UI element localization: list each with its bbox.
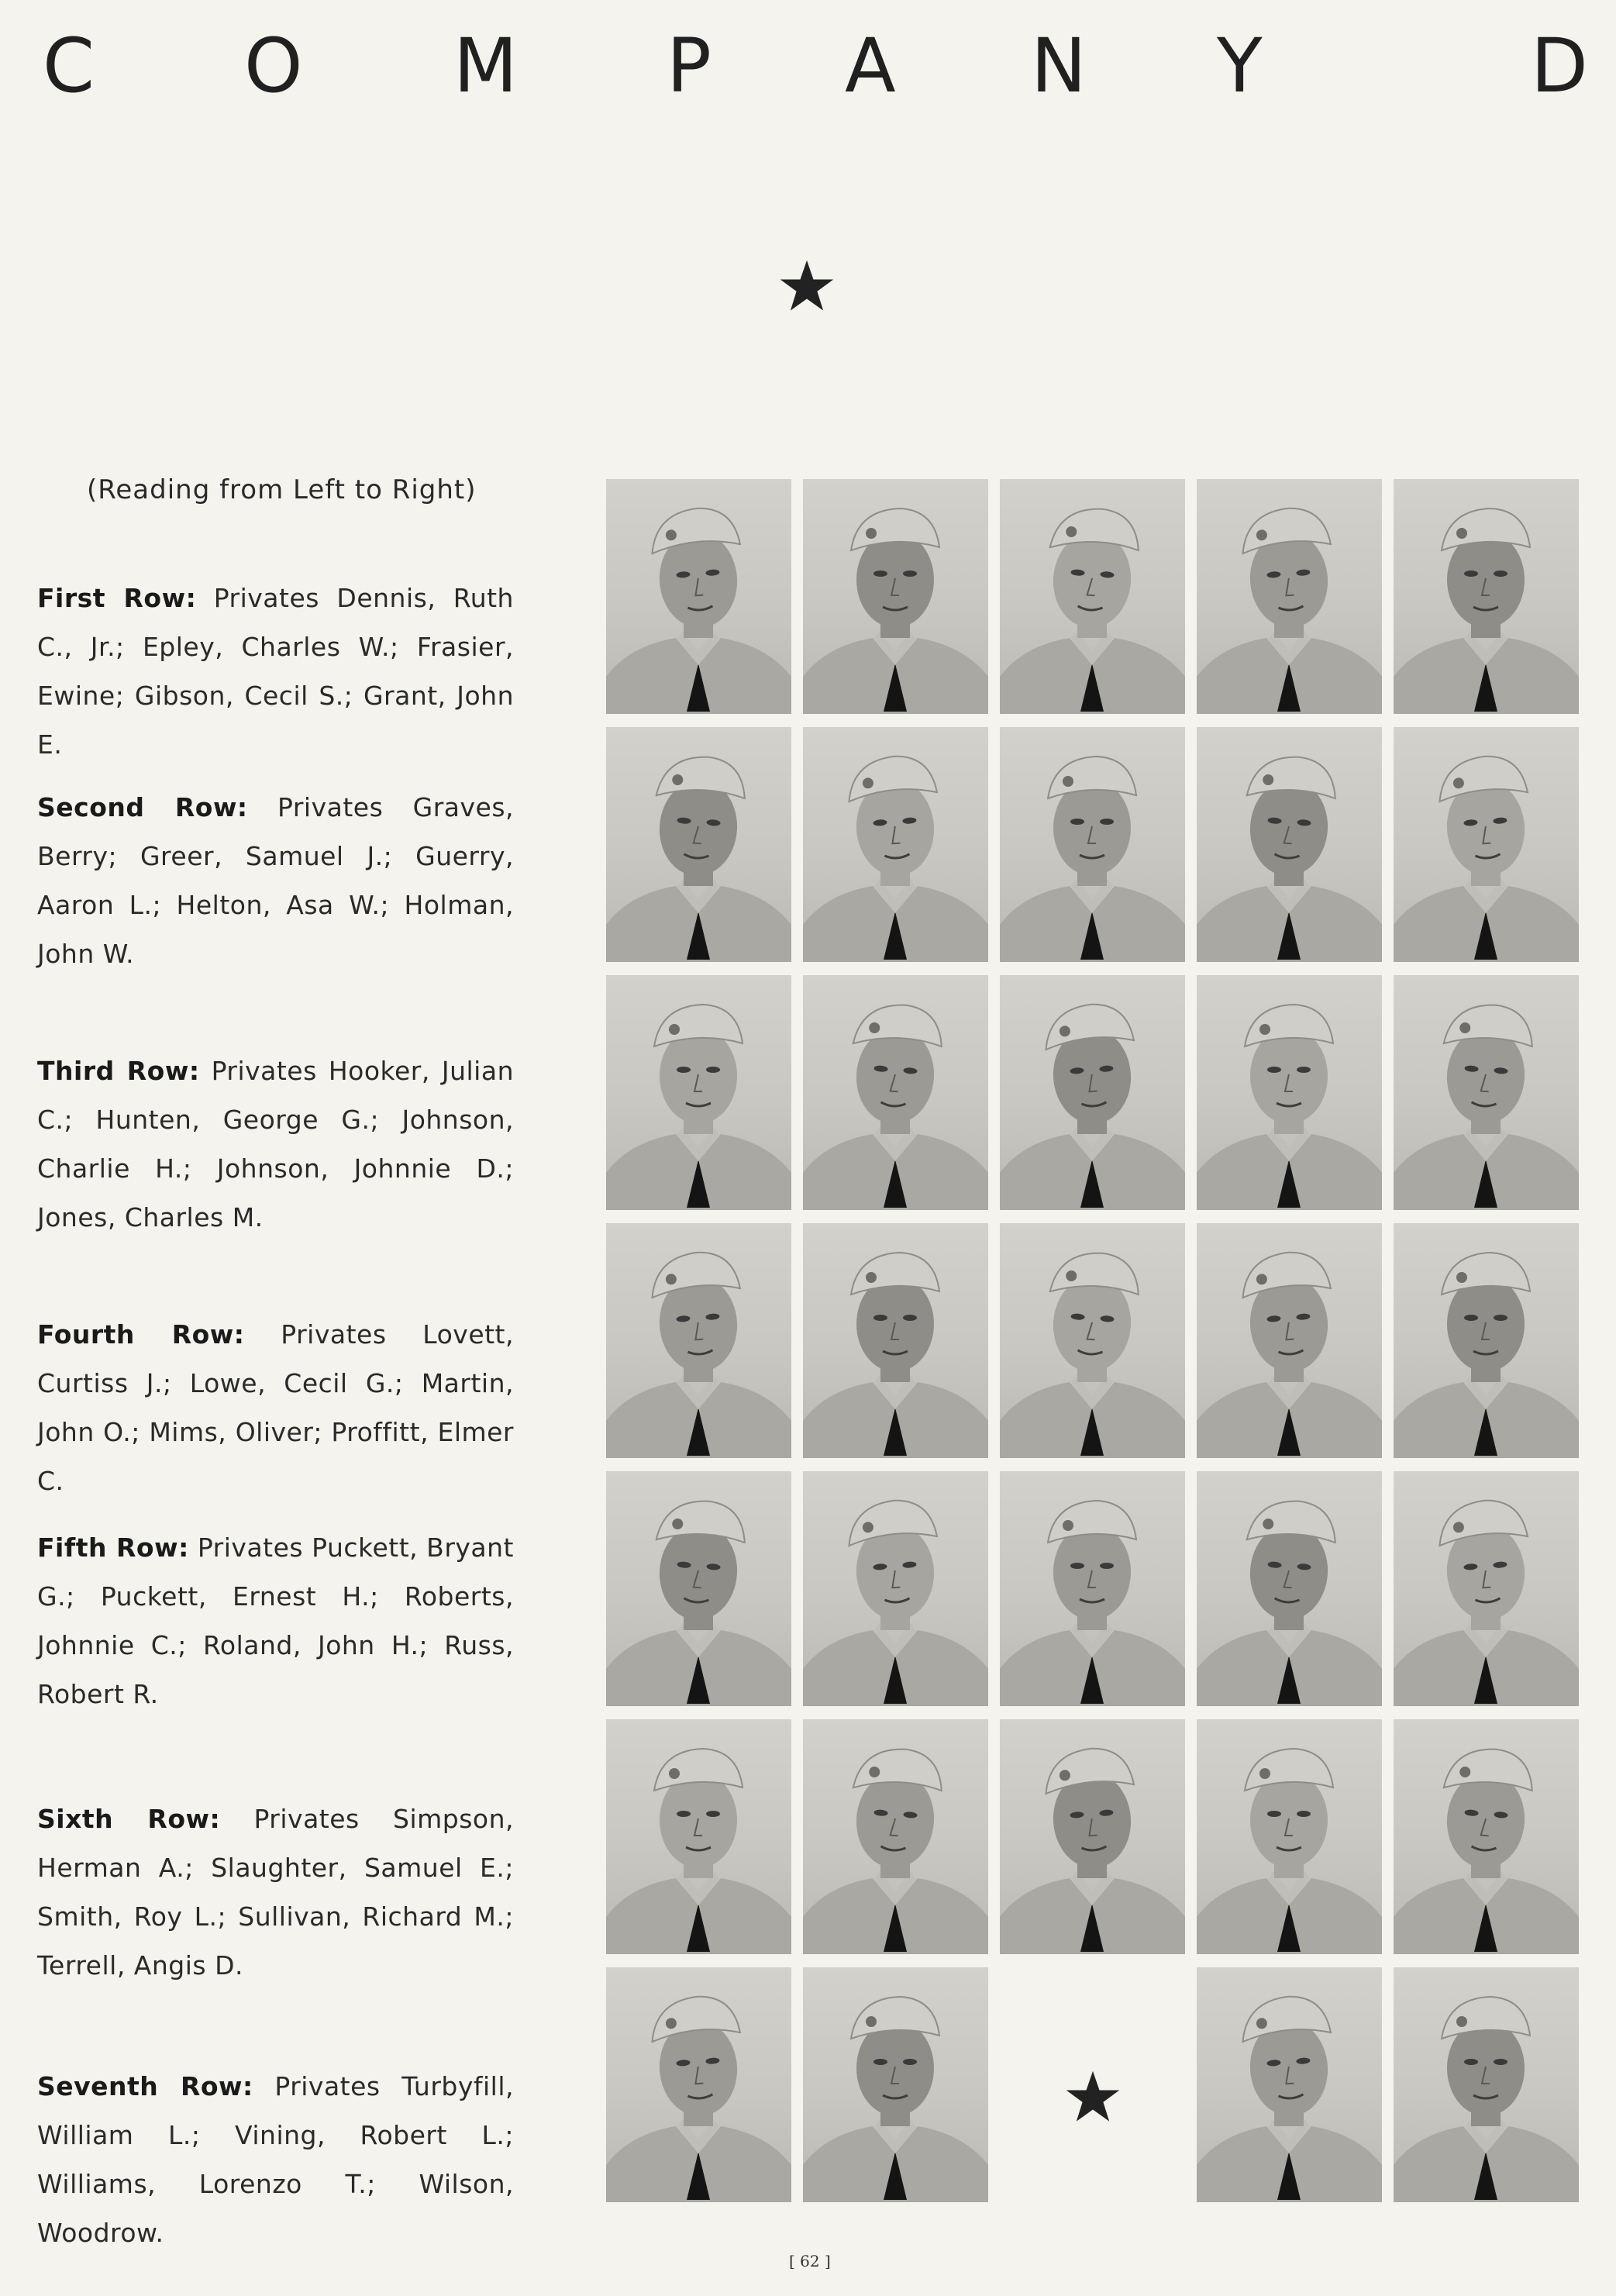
portrait-photo — [606, 1471, 791, 1706]
row-names: Privates Graves, Berry; Greer, Samuel J.; Guerry, Aaron L.; Helton, Asa W.; Holman, John W. — [37, 792, 514, 969]
portrait-image — [1000, 1223, 1185, 1458]
portrait-image — [803, 1719, 988, 1954]
portrait-photo — [1000, 479, 1185, 714]
row-label: First Row: — [37, 583, 197, 613]
portrait-image — [606, 1719, 791, 1954]
portrait-photo — [803, 1471, 988, 1706]
portrait-image — [1000, 975, 1185, 1210]
portrait-photo — [803, 975, 988, 1210]
portrait-image — [1394, 975, 1579, 1210]
row-names-paragraph — [37, 1310, 514, 1505]
portrait-image — [1394, 727, 1579, 962]
portrait-image — [1000, 1471, 1185, 1706]
star-icon — [1000, 1967, 1185, 2202]
heading-letter: N — [1031, 22, 1087, 109]
portrait-image — [1197, 1471, 1382, 1706]
portrait-photo — [1197, 975, 1382, 1210]
portrait-photo — [803, 479, 988, 714]
row-names-paragraph — [37, 1523, 514, 1719]
portrait-photo — [1394, 727, 1579, 962]
portrait-photo — [606, 1967, 791, 2202]
row-names: Privates Turbyfill, William L.; Vining, Robert L.; Williams, Lorenzo T.; Wilson, Woodrow. — [37, 2071, 514, 2248]
heading-letter: P — [667, 22, 712, 109]
row-names: Privates Dennis, Ruth C., Jr.; Epley, Charles W.; Frasier, Ewine; Gibson, Cecil S.; Grant, John E. — [37, 583, 514, 760]
portrait-image — [803, 1967, 988, 2202]
portrait-image — [606, 1471, 791, 1706]
page-number: [ 62 ] — [789, 2252, 831, 2270]
portrait-image — [1197, 975, 1382, 1210]
portrait-photo — [1394, 1223, 1579, 1458]
row-label: Fifth Row: — [37, 1532, 189, 1563]
portrait-photo — [803, 1719, 988, 1954]
row-label: Sixth Row: — [37, 1804, 221, 1834]
row-names: Privates Simpson, Herman A.; Slaughter, Samuel E.; Smith, Roy L.; Sullivan, Richard M.; Terrell, Angis D. — [37, 1804, 515, 1981]
portrait-photo — [1197, 479, 1382, 714]
portrait-image — [1197, 1967, 1382, 2202]
portrait-photo — [803, 727, 988, 962]
row-label: Second Row: — [37, 792, 248, 822]
portrait-photo — [803, 1223, 988, 1458]
portrait-image — [606, 727, 791, 962]
portrait-image — [803, 479, 988, 714]
portrait-photo — [1197, 1223, 1382, 1458]
portrait-image — [606, 1223, 791, 1458]
row-names: Privates Hooker, Julian C.; Hunten, George G.; Johnson, Charlie H.; Johnson, Johnnie D.; Jones, Charles M. — [37, 1056, 514, 1232]
star-icon — [779, 258, 835, 314]
portrait-photo — [1000, 727, 1185, 962]
portrait-image — [803, 1223, 988, 1458]
portrait-photo — [606, 975, 791, 1210]
portrait-image — [1000, 479, 1185, 714]
portrait-photo — [1000, 1719, 1185, 1954]
portrait-image — [1394, 1967, 1579, 2202]
portrait-image — [1197, 479, 1382, 714]
row-names: Privates Lovett, Curtiss J.; Lowe, Cecil G.; Martin, John O.; Mims, Oliver; Proffitt, Elmer C. — [37, 1319, 514, 1496]
portrait-photo — [606, 479, 791, 714]
heading-letter: M — [453, 22, 518, 109]
portrait-image — [1394, 479, 1579, 714]
row-label: Seventh Row: — [37, 2071, 253, 2101]
portrait-photo — [1000, 975, 1185, 1210]
portrait-image — [606, 975, 791, 1210]
portrait-photo — [1000, 1223, 1185, 1458]
portrait-photo — [606, 1719, 791, 1954]
heading-letter: D — [1531, 22, 1588, 109]
portrait-photo — [1394, 1471, 1579, 1706]
portrait-photo — [803, 1967, 988, 2202]
row-names-paragraph — [37, 1794, 514, 1990]
row-label: Fourth Row: — [37, 1319, 245, 1350]
row-names-paragraph — [37, 783, 514, 978]
reading-order-caption: (Reading from Left to Right) — [87, 474, 477, 505]
portrait-photo — [1394, 975, 1579, 1210]
portrait-image — [1394, 1223, 1579, 1458]
portrait-photo — [1197, 727, 1382, 962]
row-names: Privates Puckett, Bryant G.; Puckett, Ernest H.; Roberts, Johnnie C.; Roland, John H.; Russ, Robert R. — [37, 1532, 514, 1709]
portrait-image — [1394, 1719, 1579, 1954]
portrait-image — [803, 975, 988, 1210]
row-names-paragraph — [37, 1046, 514, 1242]
portrait-image — [1000, 727, 1185, 962]
portrait-photo — [1197, 1967, 1382, 2202]
portrait-grid — [606, 479, 1581, 2201]
portrait-photo — [606, 1223, 791, 1458]
portrait-image — [1197, 1719, 1382, 1954]
blank-portrait-cell — [1000, 1967, 1185, 2202]
heading-letter: O — [244, 22, 303, 109]
portrait-image — [1197, 1223, 1382, 1458]
portrait-photo — [1394, 1719, 1579, 1954]
row-label: Third Row: — [37, 1056, 200, 1086]
heading-letter: Y — [1217, 22, 1263, 109]
page-heading — [0, 23, 1616, 109]
portrait-image — [606, 479, 791, 714]
row-names-paragraph — [37, 2062, 514, 2257]
portrait-photo — [606, 727, 791, 962]
heading-letter: A — [845, 22, 896, 109]
portrait-image — [1197, 727, 1382, 962]
portrait-photo — [1394, 1967, 1579, 2202]
portrait-photo — [1197, 1471, 1382, 1706]
portrait-photo — [1394, 479, 1579, 714]
portrait-image — [803, 1471, 988, 1706]
portrait-image — [1394, 1471, 1579, 1706]
portrait-photo — [1000, 1471, 1185, 1706]
portrait-image — [1000, 1719, 1185, 1954]
portrait-image — [606, 1967, 791, 2202]
heading-letter: C — [43, 22, 95, 109]
portrait-photo — [1197, 1719, 1382, 1954]
portrait-image — [803, 727, 988, 962]
row-names-paragraph — [37, 574, 514, 769]
